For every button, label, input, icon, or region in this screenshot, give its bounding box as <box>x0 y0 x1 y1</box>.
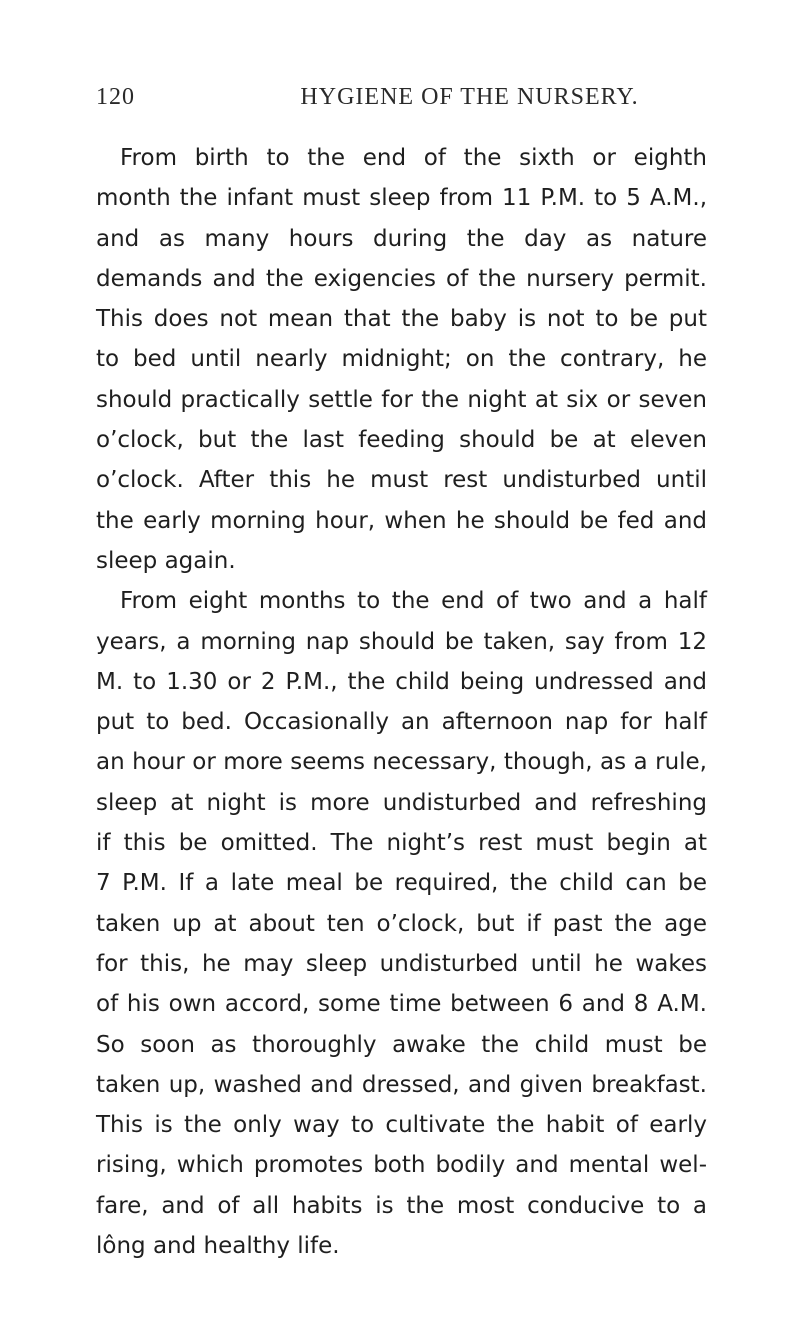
text-line: years, a morning nap should be taken, say from 12 <box>96 628 707 655</box>
text-line: and as many hours during the day as nature <box>96 225 707 252</box>
text-line: sleep at night is more undisturbed and refreshing <box>96 789 707 816</box>
text-line: taken up at about ten o’clock, but if past the age <box>96 910 707 937</box>
text-line: demands and the exigencies of the nursery permit. <box>96 265 707 292</box>
paragraph <box>96 138 707 581</box>
text-line: an hour or more seems necessary, though, as a rule, <box>96 749 707 776</box>
text-line: o’clock, but the last feeding should be at eleven <box>96 427 707 454</box>
text-line: fare, and of all habits is the most conducive to a <box>96 1192 707 1219</box>
text-line: o’clock. After this he must rest undisturbed until <box>96 467 707 494</box>
text-line: if this be omitted. The night’s rest must begin at <box>96 830 707 857</box>
text-line: sleep again. <box>96 547 236 574</box>
page-header <box>96 84 707 116</box>
body-text <box>96 138 707 1266</box>
text-line: So soon as thoroughly awake the child must be <box>96 1031 707 1058</box>
text-line: 7 P.M. If a late meal be required, the child can be <box>96 870 707 897</box>
text-line: to bed until nearly midnight; on the contrary, he <box>96 346 707 373</box>
text-line: From birth to the end of the sixth or eighth <box>120 145 707 171</box>
text-line: rising, which promotes both bodily and mental wel- <box>96 1152 707 1179</box>
text-line: This is the only way to cultivate the habit of early <box>96 1112 707 1139</box>
text-line: the early morning hour, when he should be fed and <box>96 507 707 534</box>
running-head: HYGIENE OF THE NURSERY. <box>300 84 639 110</box>
text-line: M. to 1.30 or 2 P.M., the child being undressed and <box>96 668 707 695</box>
text-line: lông and healthy life. <box>96 1233 340 1260</box>
text-line: This does not mean that the baby is not to be put <box>96 306 707 333</box>
text-line: should practically settle for the night at six or seven <box>96 386 707 413</box>
text-line: put to bed. Occasionally an afternoon nap for half <box>96 709 707 736</box>
text-line: month the infant must sleep from 11 P.M. to 5 A.M., <box>96 185 707 212</box>
text-line: for this, he may sleep undisturbed until he wakes <box>96 950 707 977</box>
text-line: From eight months to the end of two and a half <box>120 588 707 615</box>
paragraph <box>96 581 707 1266</box>
text-line: taken up, washed and dressed, and given breakfast. <box>96 1071 707 1098</box>
page-number: 120 <box>96 84 135 110</box>
text-line: of his own accord, some time between 6 and 8 A.M. <box>96 991 707 1018</box>
